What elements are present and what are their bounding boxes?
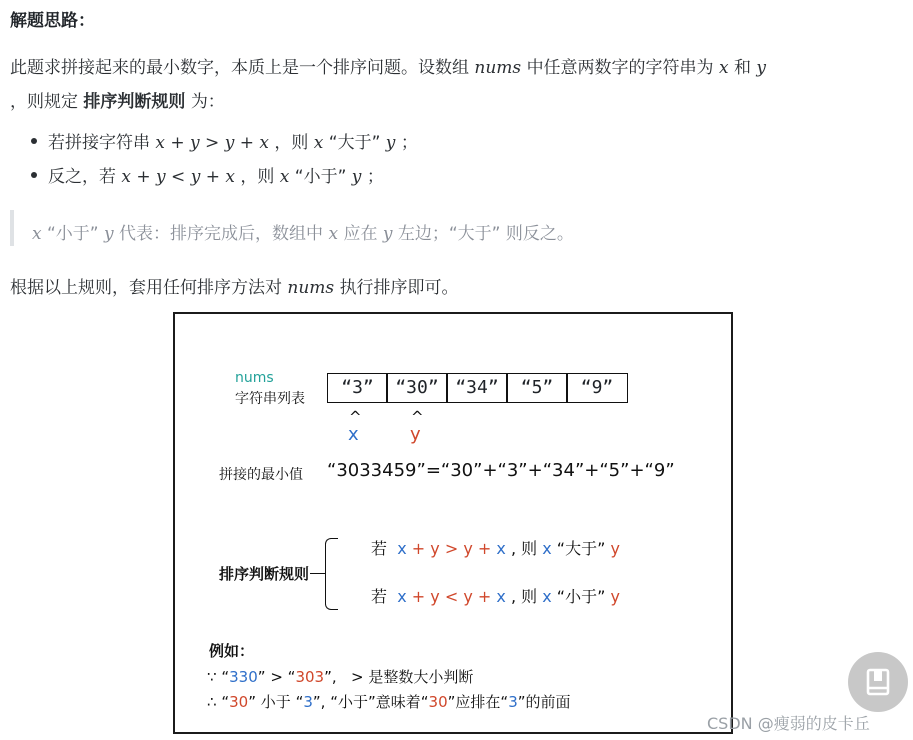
fig-nums-label: nums [235, 370, 274, 386]
rule1-plus2: + [477, 539, 492, 558]
quote-y: y [104, 224, 114, 244]
bullet-2-pre: 反之，若 [48, 167, 116, 187]
math-nums: nums [474, 58, 522, 78]
fig-concat-value: “3033459”=“30”+“3”+“34”+“5”+“9” [327, 460, 675, 481]
intro-text-3: ，则规定 [10, 92, 78, 112]
rule2-plus2: + [477, 587, 492, 606]
conclusion-post: 执行排序即可。 [339, 278, 459, 298]
rule2-x2: x [496, 587, 506, 606]
pointer-x: x [348, 424, 359, 445]
rule2-x: x [397, 587, 407, 606]
fig-rule-1 [371, 536, 620, 559]
ex1-quote: ” [257, 668, 266, 686]
rule1-x: x [397, 539, 407, 558]
rule2-y3: y [610, 587, 620, 606]
intro-text-2: 中任意两数字的字符串为 [526, 58, 714, 78]
bullet-1-y: y [385, 133, 396, 153]
rule1-op: > [444, 539, 459, 558]
rule-bold: 排序判断规则 [83, 92, 186, 112]
bullet-1-expr: x + y > y + x [155, 133, 269, 153]
rule1-y3: y [610, 539, 620, 558]
ex1-b: 303 [295, 668, 325, 686]
ex2-quote: “ [221, 693, 230, 711]
rule2-op: < [444, 587, 459, 606]
bullet-dot [31, 172, 37, 178]
bullet-1-pre: 若拼接字符串 [48, 133, 150, 153]
conclusion-pre: 根据以上规则，套用任何排序方法对 [10, 278, 282, 298]
quote-x: x [32, 224, 42, 244]
ex2-b: 3 [303, 693, 313, 711]
bullet-1-end: ； [400, 133, 418, 153]
bullet-2-rel: “小于” [294, 167, 347, 187]
intro-text-4: 为： [190, 92, 225, 112]
quote-y2: y [382, 224, 393, 244]
quote-text-1: 代表：排序完成后，数组中 [119, 224, 324, 244]
intro-and: 和 [733, 58, 751, 78]
rule2-pre: 若 [371, 587, 388, 606]
bookmark-button[interactable] [848, 652, 908, 712]
brace [325, 538, 338, 610]
rule2-x3: x [542, 587, 552, 606]
ex2-a: 30 [229, 693, 249, 711]
rule2-rel: “小于” [556, 587, 606, 606]
ex1-a: 330 [229, 668, 258, 686]
array-cell: “34” [446, 373, 508, 403]
rule2-plus: + [411, 587, 426, 606]
rule1-mid: , 则 [510, 539, 538, 558]
bullet-2-x: x [279, 167, 290, 187]
intro-line-2 [10, 87, 225, 112]
caret-y: ^ [411, 408, 424, 426]
intro-text-1: 此题求拼接起来的最小数字，本质上是一个排序问题。设数组 [10, 58, 469, 78]
bookmark-icon [865, 668, 891, 696]
ex2-c: 30 [428, 693, 448, 711]
ex2-quote: ” [248, 693, 256, 711]
bullet-2-mid: ，则 [240, 167, 275, 187]
because-symbol: ∵ [207, 668, 217, 686]
math-x: x [718, 58, 729, 78]
ex1-gt: > [270, 668, 283, 686]
quote-x2: x [328, 224, 339, 244]
therefore-symbol: ∴ [207, 693, 217, 711]
blockquote-text [32, 219, 574, 244]
conclusion-line [10, 273, 459, 298]
pointer-y: y [410, 424, 421, 445]
ex2-text1: “小于”意味着“ [330, 693, 429, 711]
rule1-x3: x [542, 539, 552, 558]
quote-text-3: 左边；“大于” 则反之。 [397, 224, 574, 244]
array-cell: “9” [566, 373, 628, 403]
rule1-pre: 若 [371, 539, 388, 558]
bullet-1-mid: ，则 [274, 133, 309, 153]
ex1-gt2: > [350, 668, 364, 686]
bullet-2-y: y [351, 167, 362, 187]
rule1-y2: y [463, 539, 473, 558]
fig-example-title: 例如： [209, 642, 255, 660]
illustration-figure [173, 312, 733, 734]
ex2-quote: “ [295, 693, 304, 711]
fig-example-1 [207, 666, 473, 687]
quote-rel: “小于” [47, 224, 99, 244]
bullet-dot [31, 138, 37, 144]
bullet-item-2 [48, 162, 384, 187]
brace-stem [310, 573, 326, 574]
rule2-mid: , 则 [510, 587, 538, 606]
bullet-2-expr: x + y < y + x [121, 167, 235, 187]
fig-rule-label: 排序判断规则 [219, 565, 310, 583]
ex1-quote: “ [287, 668, 296, 686]
array-cell: “3” [327, 373, 388, 403]
blockquote-bar [10, 210, 14, 246]
math-y: y [756, 58, 766, 78]
ex1-quote: “ [221, 668, 230, 686]
conclusion-nums: nums [287, 278, 335, 298]
fig-concat-label: 拼接的最小值 [219, 467, 303, 483]
array-cell: “30” [386, 373, 448, 403]
fig-rule-2 [371, 584, 620, 607]
rule1-plus: + [411, 539, 426, 558]
ex2-quote: ”, [312, 693, 326, 711]
rule2-y2: y [463, 587, 473, 606]
ex2-text2: ”应排在“ [447, 693, 509, 711]
section-heading: 解题思路： [10, 11, 95, 31]
bullet-item-1 [48, 128, 418, 153]
rule1-x2: x [496, 539, 506, 558]
ex2-rel: 小于 [260, 693, 291, 711]
fig-array-label: 字符串列表 [235, 391, 305, 407]
bullet-1-rel: “大于” [328, 133, 381, 153]
caret-x: ^ [349, 408, 362, 426]
ex1-text: 是整数大小判断 [368, 668, 474, 686]
quote-text-2: 应在 [343, 224, 378, 244]
bullet-1-x: x [313, 133, 324, 153]
rule1-rel: “大于” [556, 539, 606, 558]
array-cell: “5” [506, 373, 568, 403]
rule2-y: y [430, 587, 440, 606]
bullet-2-end: ； [366, 167, 384, 187]
ex1-quote: ”, [324, 668, 337, 686]
fig-example-2 [207, 691, 571, 712]
ex2-text3: ”的前面 [517, 693, 571, 711]
intro-line-1 [10, 53, 766, 78]
rule1-y: y [430, 539, 440, 558]
ex2-d: 3 [508, 693, 518, 711]
watermark: CSDN @瘦弱的皮卡丘 [707, 714, 870, 733]
